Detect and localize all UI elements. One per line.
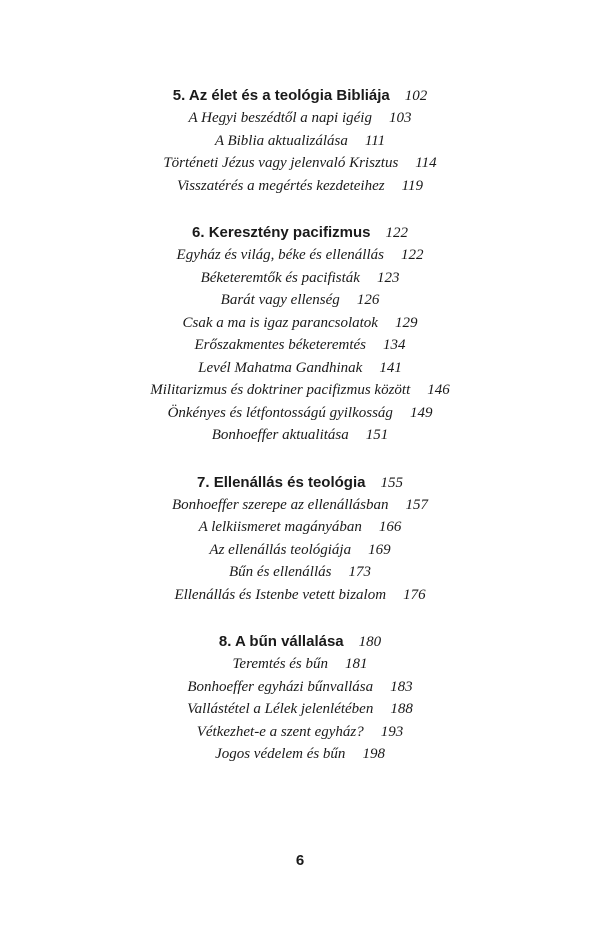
entry-page-number: 181: [345, 656, 368, 672]
entry-page-number: 111: [364, 132, 386, 149]
entry-page-number: 126: [356, 292, 380, 308]
toc-entry: [0, 379, 600, 402]
entry-page-number: 146: [427, 382, 450, 398]
entry-page-number: 176: [403, 586, 426, 603]
chapter-title: 5. Az élet és a teológia Bibliája: [172, 87, 390, 104]
entry-page-number: 166: [378, 519, 402, 535]
entry-page-number: 188: [390, 701, 413, 717]
entry-title: Béketeremtők és pacifisták: [200, 269, 360, 286]
entry-title: Az ellenállás teológiája: [209, 541, 352, 558]
entry-title: Bűn és ellenállás: [229, 564, 332, 580]
entry-title: A Biblia aktualizálása: [214, 132, 348, 149]
entry-page-number: 134: [382, 337, 406, 353]
entry-title: Vallástétel a Lélek jelenlétében: [187, 701, 374, 717]
chapter-heading: [0, 221, 600, 244]
entry-title: A lelkiismeret magányában: [198, 519, 362, 535]
entry-title: Jogos védelem és bűn: [215, 746, 346, 762]
table-of-contents: [0, 84, 600, 790]
chapter-8: [0, 630, 600, 766]
entry-title: Önkényes és létfontosságú gyilkosság: [167, 404, 393, 421]
toc-entry: [0, 743, 600, 766]
entry-page-number: 122: [400, 247, 424, 263]
entry-page-number: 114: [415, 155, 437, 171]
entry-title: A Hegyi beszédtől a napi igéig: [188, 110, 372, 126]
toc-entry: [0, 357, 600, 380]
entry-title: Bonhoeffer egyházi bűnvallása: [187, 678, 374, 695]
entry-page-number: 198: [362, 746, 385, 762]
entry-page-number: 149: [409, 404, 433, 421]
chapter-page-number: 102: [404, 88, 428, 104]
chapter-5: [0, 84, 600, 197]
chapter-title: 6. Keresztény pacifizmus: [192, 224, 371, 241]
entry-page-number: 173: [348, 564, 371, 580]
entry-page-number: 141: [379, 359, 402, 376]
entry-page-number: 151: [365, 427, 389, 443]
entry-page-number: 129: [394, 314, 418, 331]
chapter-6: [0, 221, 600, 447]
toc-entry: [0, 721, 600, 744]
entry-page-number: 119: [401, 177, 423, 194]
entry-page-number: 103: [388, 110, 412, 126]
entry-title: Levél Mahatma Gandhinak: [198, 359, 363, 376]
chapter-title: 8. A bűn vállalása: [218, 633, 344, 650]
toc-entry: [0, 424, 600, 447]
entry-title: Ellenállás és Istenbe vetett bizalom: [174, 586, 387, 603]
entry-title: Barát vagy ellenség: [220, 292, 340, 308]
entry-title: Bonhoeffer szerepe az ellenállásban: [172, 496, 389, 513]
toc-entry: [0, 584, 600, 607]
toc-entry: [0, 561, 600, 584]
toc-entry: [0, 539, 600, 562]
entry-title: Erőszakmentes béketeremtés: [194, 337, 366, 353]
entry-title: Visszatérés a megértés kezdeteihez: [177, 177, 385, 194]
toc-entry: [0, 402, 600, 425]
toc-entry: [0, 312, 600, 335]
toc-entry: [0, 289, 600, 312]
toc-entry: [0, 175, 600, 198]
chapter-title: 7. Ellenállás és teológia: [197, 473, 366, 491]
chapter-page-number: 180: [358, 634, 382, 650]
chapter-page-number: 122: [385, 225, 408, 241]
chapter-heading: [0, 471, 600, 494]
chapter-7: [0, 471, 600, 607]
toc-entry: [0, 130, 600, 153]
entry-title: Vétkezhet-e a szent egyház?: [196, 723, 364, 740]
toc-entry: [0, 152, 600, 175]
entry-page-number: 183: [390, 678, 413, 695]
entry-page-number: 193: [380, 723, 404, 740]
toc-entry: [0, 494, 600, 517]
entry-title: Militarizmus és doktriner pacifizmus között: [150, 382, 411, 398]
entry-title: Egyház és világ, béke és ellenállás: [176, 247, 384, 263]
toc-entry: [0, 653, 600, 676]
toc-entry: [0, 516, 600, 539]
toc-entry: [0, 676, 600, 699]
entry-title: Teremtés és bűn: [232, 656, 329, 672]
entry-page-number: 123: [376, 269, 400, 286]
toc-entry: [0, 698, 600, 721]
entry-title: Csak a ma is igaz parancsolatok: [182, 314, 378, 331]
chapter-heading: [0, 630, 600, 653]
entry-page-number: 157: [405, 496, 428, 513]
entry-title: Történeti Jézus vagy jelenvaló Krisztus: [163, 155, 399, 171]
page-number: 6: [295, 852, 305, 869]
chapter-page-number: 155: [380, 474, 403, 491]
toc-entry: [0, 267, 600, 290]
toc-entry: [0, 244, 600, 267]
toc-entry: [0, 334, 600, 357]
entry-title: Bonhoeffer aktualitása: [211, 427, 349, 443]
entry-page-number: 169: [368, 541, 391, 558]
chapter-heading: [0, 84, 600, 107]
toc-entry: [0, 107, 600, 130]
